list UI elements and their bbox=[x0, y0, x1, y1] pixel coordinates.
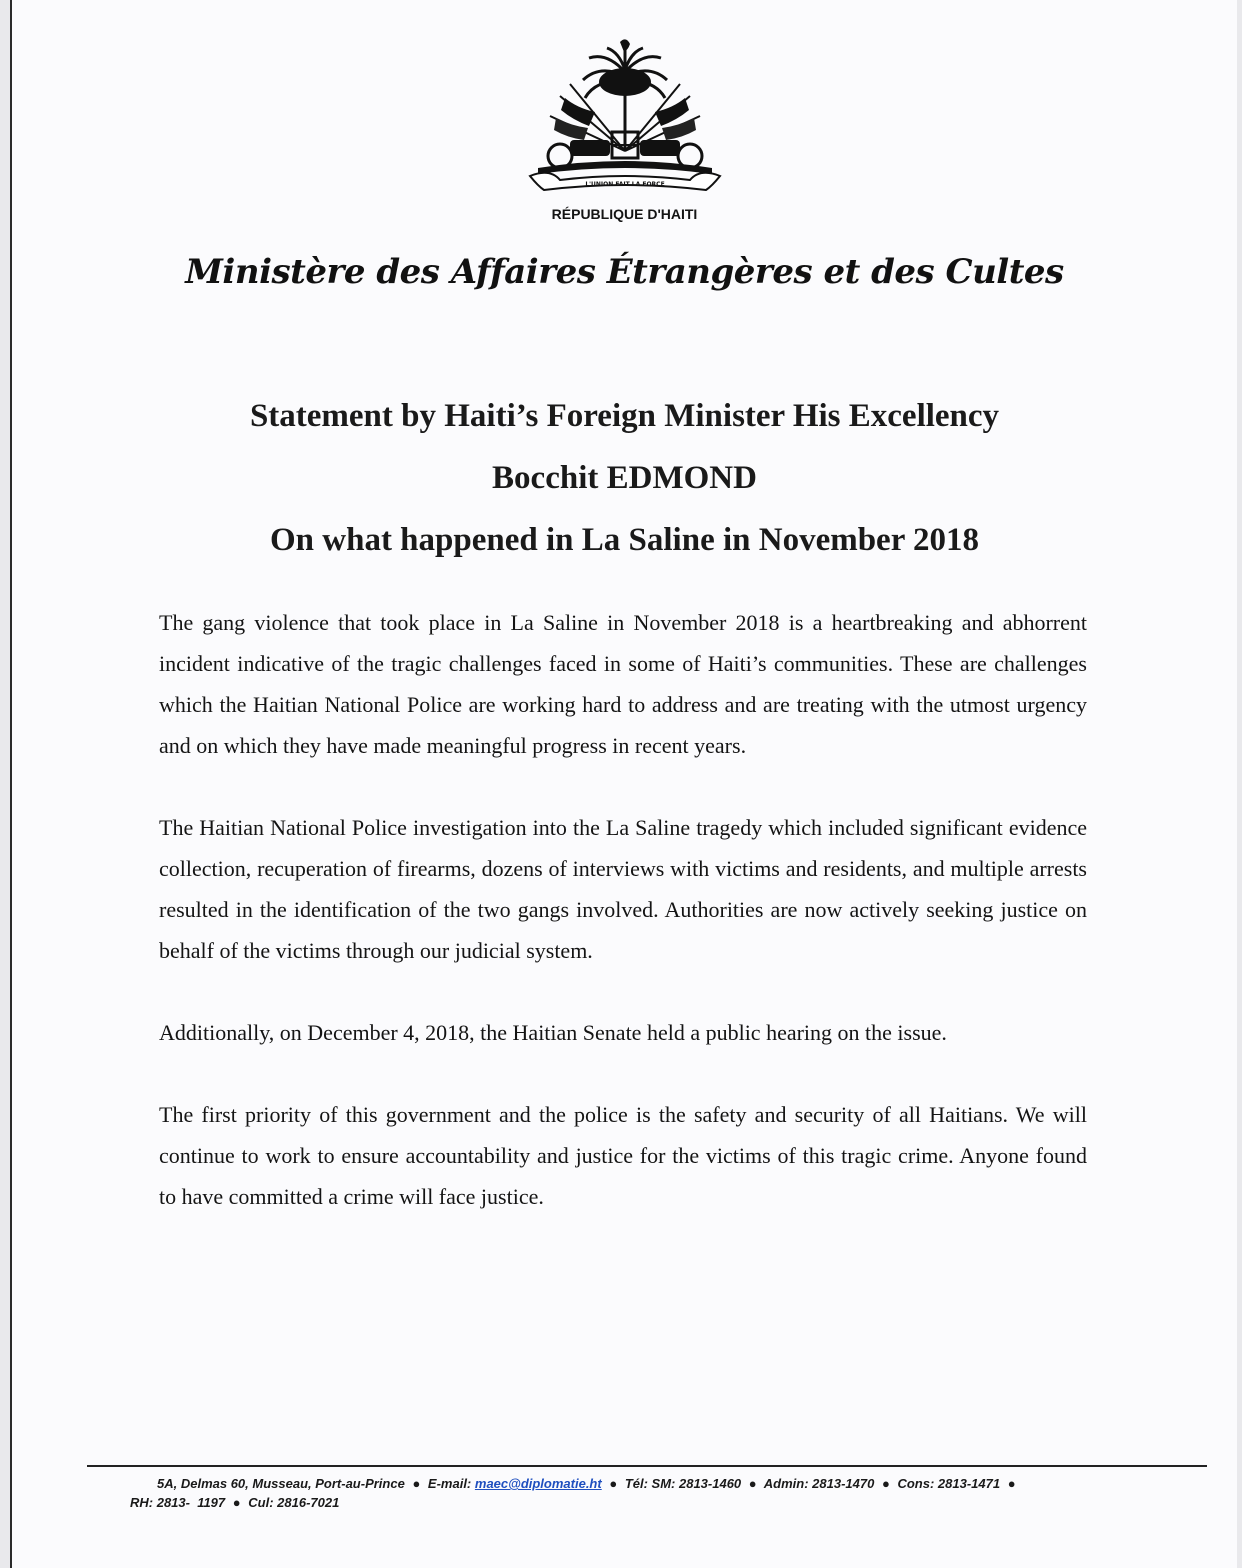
footer-cul: Cul: 2816-7021 bbox=[248, 1495, 340, 1510]
paragraph-3: Additionally, on December 4, 2018, the Haitian Senate held a public hearing on the issue. bbox=[159, 1020, 947, 1045]
footer-email-label: E-mail: bbox=[427, 1476, 472, 1491]
footer-admin: Admin: 2813-1470 bbox=[763, 1476, 875, 1491]
footer-divider bbox=[87, 1465, 1207, 1467]
republic-name: RÉPUBLIQUE D'HAITI bbox=[551, 206, 698, 222]
bullet-icon: ● bbox=[1007, 1476, 1016, 1491]
bullet-icon: ● bbox=[232, 1495, 241, 1510]
emblem-motto: L'UNION FAIT LA FORCE bbox=[585, 181, 665, 188]
document-page bbox=[10, 0, 1237, 1568]
bullet-icon: ● bbox=[748, 1476, 757, 1491]
footer-cons: Cons: 2813-1471 bbox=[897, 1476, 1001, 1491]
bullet-icon: ● bbox=[412, 1476, 421, 1491]
footer-line-1 bbox=[157, 1476, 1020, 1491]
paragraph-1: The gang violence that took place in La Saline in November 2018 is a heartbreaking and abhorrent incident indicative of the tragic challenges faced in some of Haiti’s communities. These are challenges which the Haitian National Police are working hard to address and are treating with the utmost urgency and on which they have made meaningful progress in recent years. bbox=[159, 610, 1087, 758]
footer-tel: Tél: SM: 2813-1460 bbox=[624, 1476, 742, 1491]
footer-address: 5A, Delmas 60, Musseau, Port-au-Prince bbox=[157, 1476, 405, 1491]
statement-title-line-3: On what happened in La Saline in November 2018 bbox=[269, 522, 980, 558]
footer-line-2 bbox=[130, 1495, 339, 1510]
statement-title-line-2: Bocchit EDMOND bbox=[492, 460, 757, 496]
paragraph-2: The Haitian National Police investigation into the La Saline tragedy which included significant evidence collection, recuperation of firearms, dozens of interviews with victims and residents, and multiple arrests resulted in the identification of the two gangs involved. Authorities are now actively seeking justice on behalf of the victims through our judicial system. bbox=[159, 815, 1087, 963]
haiti-coat-of-arms-icon bbox=[520, 36, 730, 196]
statement-title-line-1: Statement by Haiti’s Foreign Minister His Excellency bbox=[249, 398, 1000, 434]
ministry-name: Ministère des Affaires Étrangères et des Cultes bbox=[185, 252, 1064, 292]
bullet-icon: ● bbox=[881, 1476, 890, 1491]
bullet-icon: ● bbox=[609, 1476, 618, 1491]
footer-email-link[interactable]: maec@diplomatie.ht bbox=[474, 1476, 602, 1491]
footer-rh: RH: 2813- 1197 bbox=[130, 1495, 226, 1510]
paragraph-4: The first priority of this government and the police is the safety and security of all Haitians. We will continue to work to ensure accountability and justice for the victims of this tragic crime. Anyone found to have committed a crime will face justice. bbox=[159, 1102, 1087, 1209]
statement-body bbox=[159, 602, 1087, 1258]
